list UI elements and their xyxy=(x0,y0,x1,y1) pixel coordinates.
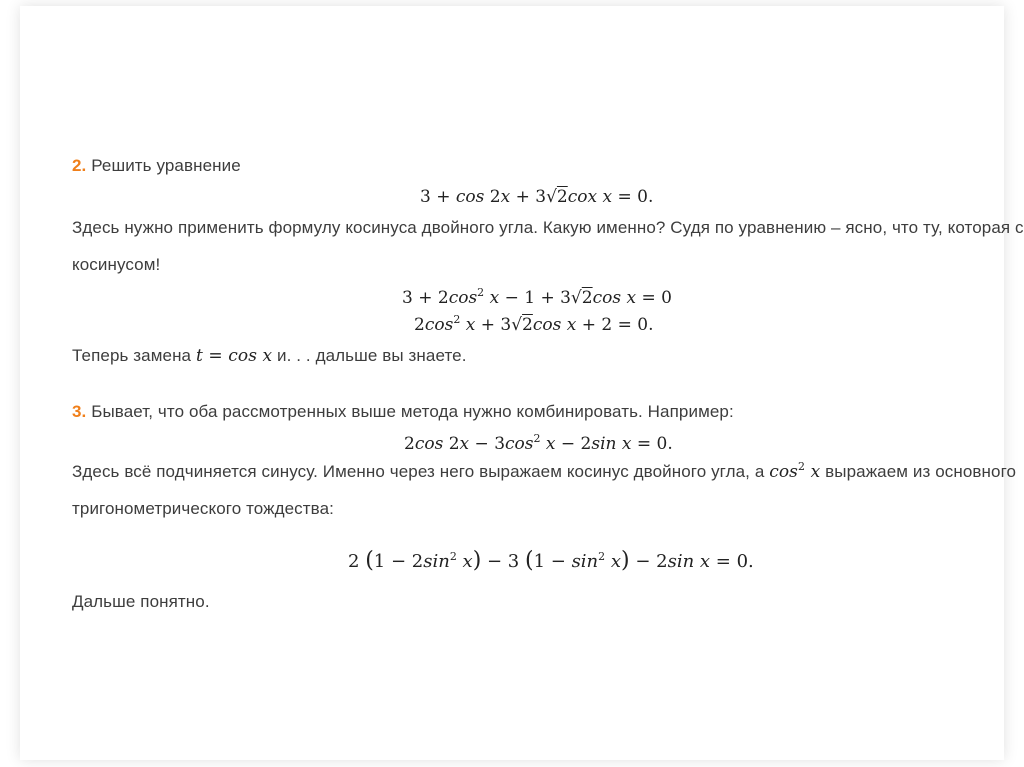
task2-heading xyxy=(72,156,241,176)
task3-paragraph-line1 xyxy=(72,462,1016,482)
task3-conclusion: Дальше понятно. xyxy=(72,592,210,611)
task2-equation-3: $2\cos^2$ x + 3√2cos x + 2 = 0. xyxy=(414,313,654,335)
task2-paragraph-line1: Здесь нужно применить формулу косинуса двойного угла. Какую именно? Судя по уравнению – ясно, что ту, которая с xyxy=(72,218,1024,237)
task2-paragraph-line2: косинусом! xyxy=(72,255,161,274)
slide-page xyxy=(20,6,1004,760)
task2-equation-1: 3 + cos 2x + 3√2cox x = 0. xyxy=(420,187,654,207)
task3-number: 3. xyxy=(72,402,87,421)
task3-equation-2: 2 ($1 - 2\sin^2$ x) − 3 $(1 - \sin^2 x) - 2\sin$ x = 0. xyxy=(348,548,754,573)
task3-equation-1: 2cos $2x - 3\cos^2$ x − 2sin x = 0. xyxy=(404,432,673,454)
task3-heading xyxy=(72,402,734,422)
task3-paragraph-prefix: Здесь всё подчиняется синусу. Именно через него выражаем косинус двойного угла, а xyxy=(72,462,765,481)
task2-equation-2: $3 + 2\cos^2$ x − 1 + 3√2cos x = 0 xyxy=(402,286,672,308)
task2-substitution-prefix: Теперь замена xyxy=(72,346,192,365)
task3-paragraph-suffix: выражаем из основного xyxy=(825,462,1017,481)
task3-heading-text: Бывает, что оба рассмотренных выше метода нужно комбинировать. Например: xyxy=(91,402,734,421)
task2-substitution-line xyxy=(72,346,467,366)
task3-paragraph-line2: тригонометрического тождества: xyxy=(72,499,334,518)
task3-paragraph-math: $\cos^2 x$ xyxy=(769,460,821,482)
task2-number: 2. xyxy=(72,156,87,175)
task2-heading-text: Решить уравнение xyxy=(91,156,241,175)
task2-substitution-suffix: и. . . дальше вы знаете. xyxy=(277,346,467,365)
task2-substitution-math: t = cos x xyxy=(195,346,273,366)
